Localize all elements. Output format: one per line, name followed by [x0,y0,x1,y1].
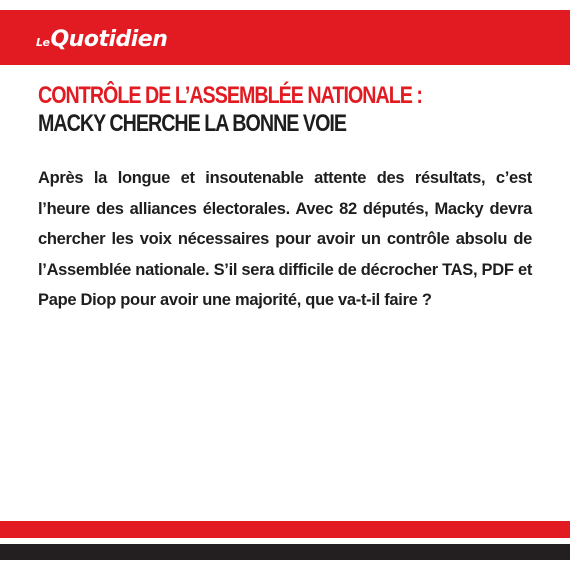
headline [38,82,448,138]
footer-red-stripe [0,521,570,538]
le-quotidien-logo [36,27,167,52]
headline-kicker: CONTRÔLE DE L’ASSEMBLÉE NATIONALE : [38,82,422,109]
logo-prefix: Le [36,36,50,49]
logo-name: Quotidien [50,27,168,52]
article-body: Après la longue et insoutenable attente des résultats, c’est l’heure des alliances électorales. Avec 82 députés, Macky devra chercher les voix nécessaires pour avoir un contrôle absolu de l’Assemblée nationale. S’il sera difficile de décrocher TAS, PDF et Pape Diop pour avoir une majorité, que va-t-il faire ? [38,169,533,309]
headline-title: MACKY CHERCHE LA BONNE VOIE [38,110,347,137]
footer-dark-stripe [0,544,570,560]
masthead-bar [0,10,570,65]
